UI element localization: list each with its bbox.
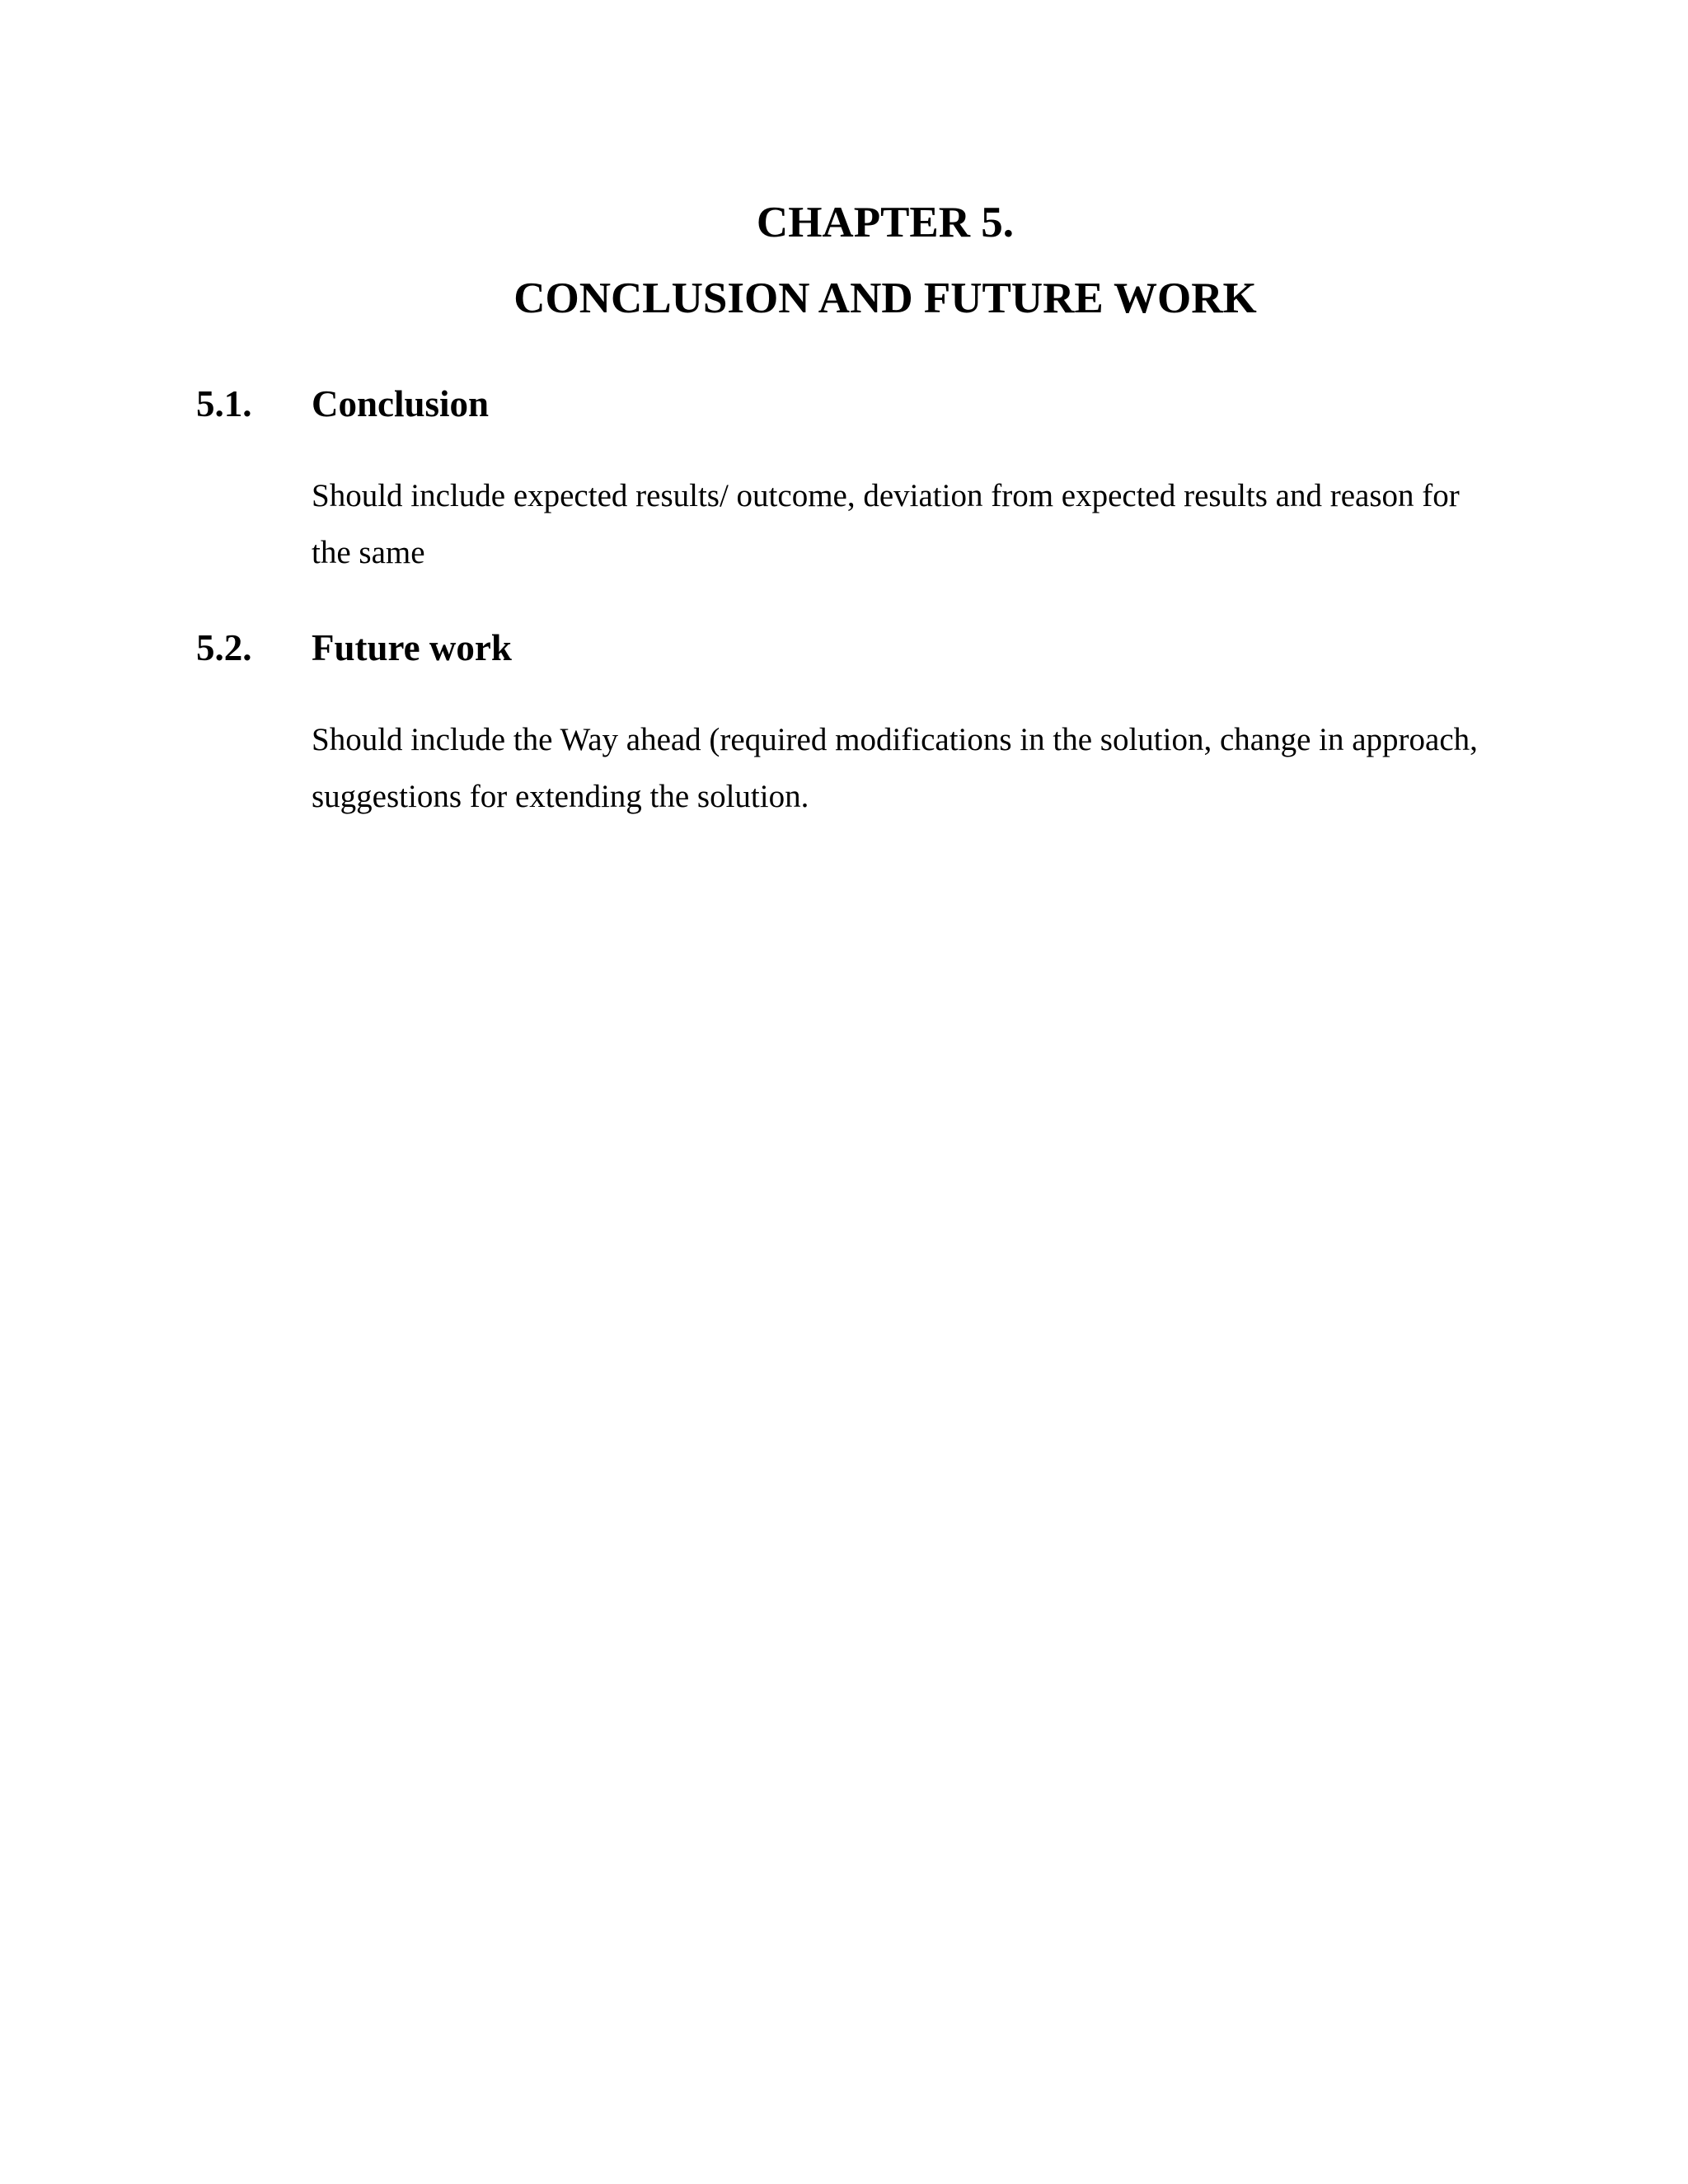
section-number: 5.2.: [196, 627, 252, 668]
section-title: Conclusion: [312, 383, 490, 424]
section-number: 5.1.: [196, 383, 252, 424]
section-body-future-work: Should include the Way ahead (required modifications in the solution, change in approach, suggestions for extending the solution.: [312, 722, 1478, 814]
chapter-number: CHAPTER 5.: [756, 199, 1015, 246]
chapter-title: CONCLUSION AND FUTURE WORK: [513, 274, 1257, 322]
section-title: Future work: [312, 627, 512, 668]
section-body-conclusion: Should include expected results/ outcome, deviation from expected results and reason for the same: [312, 478, 1460, 570]
